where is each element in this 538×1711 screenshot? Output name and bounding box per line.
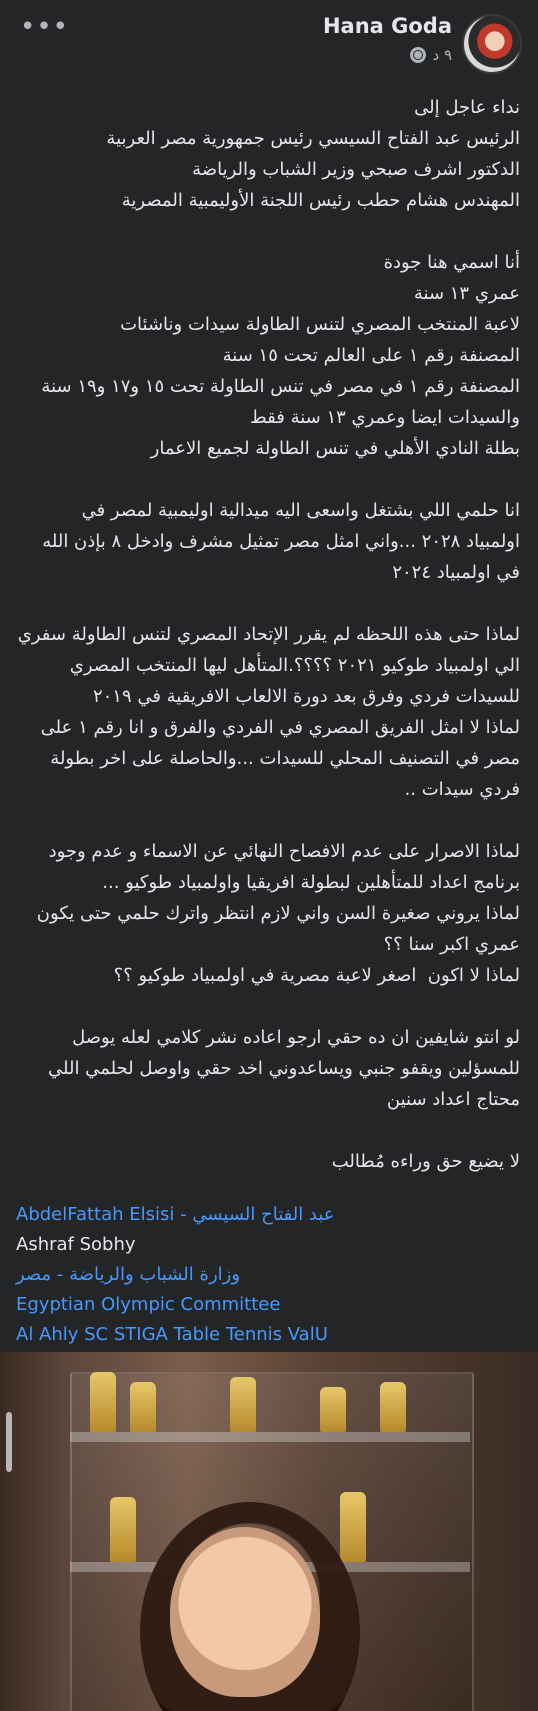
post-paragraph: نداء عاجل إلى الرئيس عبد الفتاح السيسي رئيس جمهورية مصر العربية الدكتور اشرف صبحي وزير الشباب والرياضة المهندس هشام حطب رئيس اللجنة الأوليمبية المصرية (106, 97, 520, 211)
mentions (16, 1200, 526, 1350)
post-paragraph: لماذا حتى هذه اللحظه لم يقرر الإتحاد المصري لتنس الطاولة سفري الي اولمبياد طوكيو ٢٠٢١ ؟؟؟؟.المتأهل ليها المنتخب المصري للسيدات فردي وفرق بعد دورة الالعاب الافريقية في ٢٠١٩ لماذا لا امثل الفريق المصري في الفردي والفرق و انا رقم ١ على مصر في التصنيف المحلي للسيدات ...والحاصلة على اخر بطولة فردي سيدات .. (17, 624, 520, 800)
post-meta (410, 46, 452, 64)
mention-sisi[interactable]: AbdelFattah Elsisi - عبد الفتاح السيسي (16, 1204, 335, 1225)
mention-clubs[interactable]: Al Ahly SC STIGA Table Tennis ValU (16, 1324, 328, 1345)
post-paragraph: لا يضيع حق وراءه مُطالب (331, 1151, 520, 1172)
mention-ashraf-sobhy: Ashraf Sobhy (16, 1234, 136, 1255)
trophy (380, 1382, 406, 1432)
post-paragraph: لماذا الاصرار على عدم الافصاح النهائي عن الاسماء و عدم وجود برنامج اعداد للمتأهلين لبطولة افريقيا واولمبياد طوكيو ... لماذا يروني صغيرة السن واني لازم انتظر واترك حلمي حتى يكون عمري اكبر سنا ؟؟ لماذا لا اكون اصغر لاعبة مصرية في اولمبياد طوكيو ؟؟ (36, 841, 520, 986)
trophy (340, 1492, 366, 1562)
cabinet-shelf (70, 1432, 470, 1442)
trophy (90, 1372, 116, 1432)
mention-olympic-committee[interactable]: Egyptian Olympic Committee (16, 1294, 281, 1315)
trophy (230, 1377, 256, 1432)
more-options-icon[interactable]: ••• (20, 12, 70, 42)
post-text (16, 92, 520, 1208)
post-header (0, 0, 538, 90)
post-paragraph: لو انتو شايفين ان ده حقي ارجو اعاده نشر كلامي لعله يوصل للمسؤلين ويقفو جنبي ويساعدوني اخد حقي واوصل لحلمي اللي محتاج اعداد سنين (48, 1027, 520, 1110)
trophy (110, 1497, 136, 1562)
globe-icon (410, 47, 426, 63)
trophy (130, 1382, 156, 1432)
avatar[interactable] (462, 14, 522, 74)
post-paragraph: أنا اسمي هنا جودة عمري ١٣ سنة لاعبة المنتخب المصري لتنس الطاولة سيدات وناشئات المصنفة رقم ١ على العالم تحت ١٥ سنة المصنفة رقم ١ في مصر في تنس الطاولة تحت ١٥ و١٧ و١٩ سنة والسيدات ايضا وعمري ١٣ سنة فقط بطلة النادي الأهلي في تنس الطاولة لجميع الاعمار (41, 252, 520, 459)
author-name[interactable]: Hana Goda (322, 14, 452, 38)
post-time[interactable]: ٩ د (432, 46, 452, 64)
post-paragraph: انا حلمي اللي بشتغل واسعى اليه ميدالية اوليمبية لمصر في اولمبياد ٢٠٢٨ ...واني امثل مصر تمثيل مشرف وادخل ٨ بإذن الله في اولمبياد ٢٠٢٤ (42, 500, 520, 583)
trophy (320, 1387, 346, 1432)
mention-ministry[interactable]: وزارة الشباب والرياضة - مصر (16, 1264, 241, 1285)
person-face (170, 1527, 320, 1697)
cabinet-handle (6, 1412, 12, 1472)
post-photo[interactable] (0, 1352, 538, 1711)
